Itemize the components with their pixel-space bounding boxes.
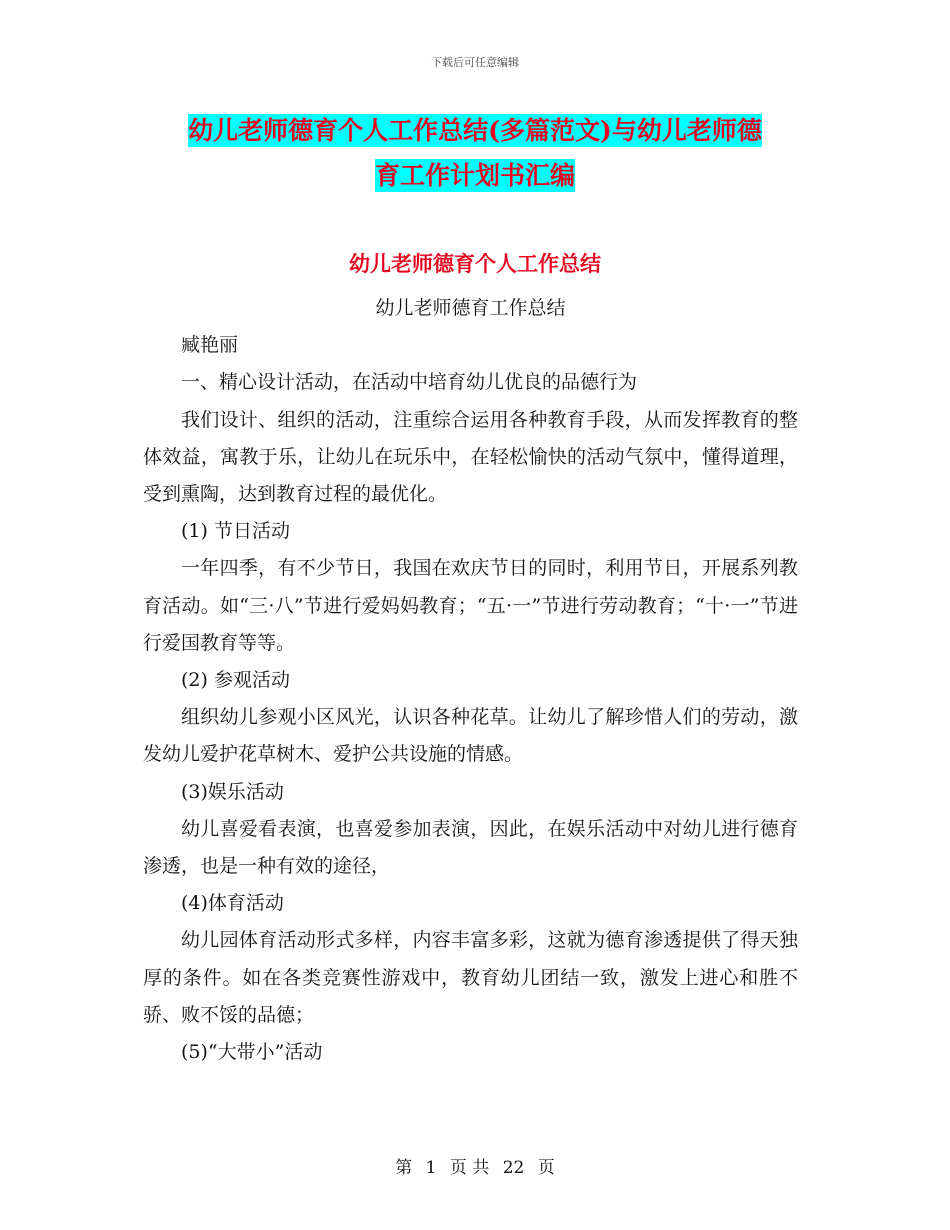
- footer-prefix: 第: [395, 1158, 413, 1178]
- document-body: [143, 290, 798, 1071]
- document-title-line2: 育工作计划书汇编: [374, 161, 575, 190]
- paragraph: 幼儿喜爱看表演，也喜爱参加表演，因此，在娱乐活动中对幼儿进行德育渗透，也是一种有效的途径，: [143, 817, 798, 878]
- paragraph: (1) 节日活动: [181, 520, 290, 543]
- paragraph: (5)“大带小”活动: [181, 1041, 323, 1064]
- paragraph: 组织幼儿参观小区风光，认识各种花草。让幼儿了解珍惜人们的劳动，激发幼儿爱护花草树木、爱护公共设施的情感。: [143, 706, 798, 766]
- doc-subtitle: 幼儿老师德育工作总结: [375, 297, 566, 319]
- footer-mid: 页 共: [449, 1158, 490, 1178]
- section-title: 幼儿老师德育个人工作总结: [349, 251, 601, 276]
- page-footer: [0, 1153, 950, 1178]
- page-number: 1: [425, 1158, 437, 1178]
- document-title-line1: 幼儿老师德育个人工作总结(多篇范文)与幼儿老师德: [188, 116, 762, 145]
- doc-author: 臧艳丽: [181, 334, 239, 357]
- paragraph: 一、精心设计活动，在活动中培育幼儿优良的品德行为: [181, 371, 638, 394]
- paragraph: 我们设计、组织的活动，注重综合运用各种教育手段，从而发挥教育的整体效益，寓教于乐，让幼儿在玩乐中，在轻松愉快的活动气氛中，懂得道理，受到熏陶，达到教育过程的最优化。: [143, 408, 798, 506]
- paragraph: 幼儿园体育活动形式多样，内容丰富多彩，这就为德育渗透提供了得天独厚的条件。如在各类竞赛性游戏中，教育幼儿团结一致，激发上进心和胜不骄、败不馁的品德；: [143, 929, 798, 1026]
- document-title: [0, 108, 950, 198]
- footer-suffix: 页: [537, 1158, 555, 1178]
- header-note: 下载后可任意编辑: [431, 56, 519, 69]
- paragraph: (3)娱乐活动: [181, 780, 284, 803]
- paragraph: (2) 参观活动: [181, 669, 290, 692]
- paragraph: 一年四季，有不少节日，我国在欢庆节日的同时，利用节日，开展系列教育活动。如“三·八”节进行爱妈妈教育；“五·一”节进行劳动教育；“十·一”节进行爱国教育等等。: [143, 557, 798, 654]
- paragraph: (4)体育活动: [181, 892, 284, 915]
- total-pages: 22: [502, 1158, 525, 1178]
